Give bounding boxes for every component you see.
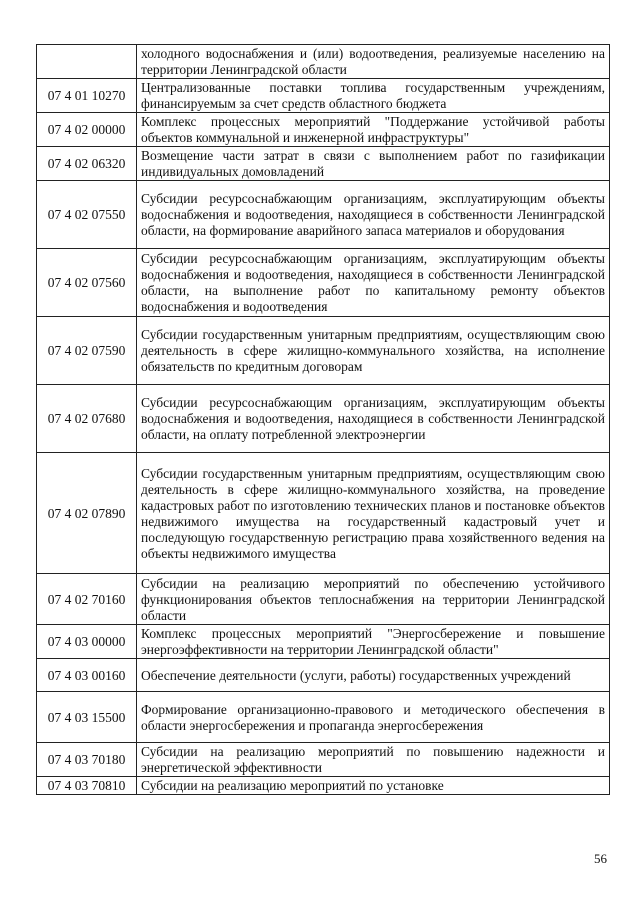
expense-description: Комплекс процессных мероприятий "Энергосбережение и повышение энергоэффективности на территории Ленинградской области" [137, 625, 610, 659]
table-row [37, 743, 610, 777]
classification-code: 07 4 03 70180 [37, 743, 137, 777]
expense-description: Субсидии государственным унитарным предприятиям, осуществляющим свою деятельность в сфере жилищно-коммунального хозяйства, на исполнение обязательств по кредитным договорам [137, 317, 610, 385]
classification-code: 07 4 01 10270 [37, 79, 137, 113]
expense-description: Субсидии ресурсоснабжающим организациям, эксплуатирующим объекты водоснабжения и водоотведения, находящиеся в собственности Ленинградской области, на выполнение работ по капитальному ремонту объектов водоснабжения и водоотведения [137, 249, 610, 317]
classification-code: 07 4 02 00000 [37, 113, 137, 147]
table-row [37, 453, 610, 574]
expense-description: Субсидии ресурсоснабжающим организациям, эксплуатирующим объекты водоснабжения и водоотведения, находящиеся в собственности Ленинградской области, на оплату потребленной электроэнергии [137, 385, 610, 453]
expense-description: холодного водоснабжения и (или) водоотведения, реализуемые населению на территории Ленинградской области [137, 45, 610, 79]
classification-code: 07 4 02 07550 [37, 181, 137, 249]
page-number: 56 [594, 851, 607, 866]
table-row [37, 113, 610, 147]
table-row [37, 692, 610, 743]
table-row [37, 625, 610, 659]
budget-classification-table [36, 44, 610, 795]
expense-description: Формирование организационно-правового и методического обеспечения в области энергосбережения и пропаганда энергосбережения [137, 692, 610, 743]
classification-code: 07 4 02 07680 [37, 385, 137, 453]
classification-code: 07 4 03 15500 [37, 692, 137, 743]
table-row [37, 45, 610, 79]
expense-description: Централизованные поставки топлива государственным учреждениям, финансируемым за счет средств областного бюджета [137, 79, 610, 113]
expense-description: Субсидии на реализацию мероприятий по повышению надежности и энергетической эффективности [137, 743, 610, 777]
classification-code [37, 45, 137, 79]
classification-code: 07 4 02 07560 [37, 249, 137, 317]
table-row [37, 317, 610, 385]
expense-description: Субсидии на реализацию мероприятий по установке [137, 777, 610, 795]
table-row [37, 249, 610, 317]
table-row [37, 777, 610, 795]
expense-description: Субсидии государственным унитарным предприятиям, осуществляющим свою деятельность в сфере жилищно-коммунального хозяйства, на проведение кадастровых работ по изготовлению технических планов и постановке объектов недвижимого имущества на государственный кадастровый учет и последующую государственную регистрацию права хозяйственного ведения на объекты недвижимого имущества [137, 453, 610, 574]
expense-description: Обеспечение деятельности (услуги, работы) государственных учреждений [137, 659, 610, 692]
classification-code: 07 4 02 07890 [37, 453, 137, 574]
expense-description: Субсидии на реализацию мероприятий по обеспечению устойчивого функционирования объектов теплоснабжения на территории Ленинградской области [137, 574, 610, 625]
table-row [37, 147, 610, 181]
table-row [37, 659, 610, 692]
classification-code: 07 4 03 00000 [37, 625, 137, 659]
expense-description: Субсидии ресурсоснабжающим организациям, эксплуатирующим объекты водоснабжения и водоотведения, находящиеся в собственности Ленинградской области, на формирование аварийного запаса материалов и оборудования [137, 181, 610, 249]
expense-description: Комплекс процессных мероприятий "Поддержание устойчивой работы объектов коммунальной и инженерной инфраструктуры" [137, 113, 610, 147]
expense-description: Возмещение части затрат в связи с выполнением работ по газификации индивидуальных домовладений [137, 147, 610, 181]
table-row [37, 574, 610, 625]
classification-code: 07 4 03 00160 [37, 659, 137, 692]
table-row [37, 79, 610, 113]
classification-code: 07 4 02 70160 [37, 574, 137, 625]
classification-code: 07 4 03 70810 [37, 777, 137, 795]
table-row [37, 385, 610, 453]
classification-code: 07 4 02 06320 [37, 147, 137, 181]
classification-code: 07 4 02 07590 [37, 317, 137, 385]
table-row [37, 181, 610, 249]
